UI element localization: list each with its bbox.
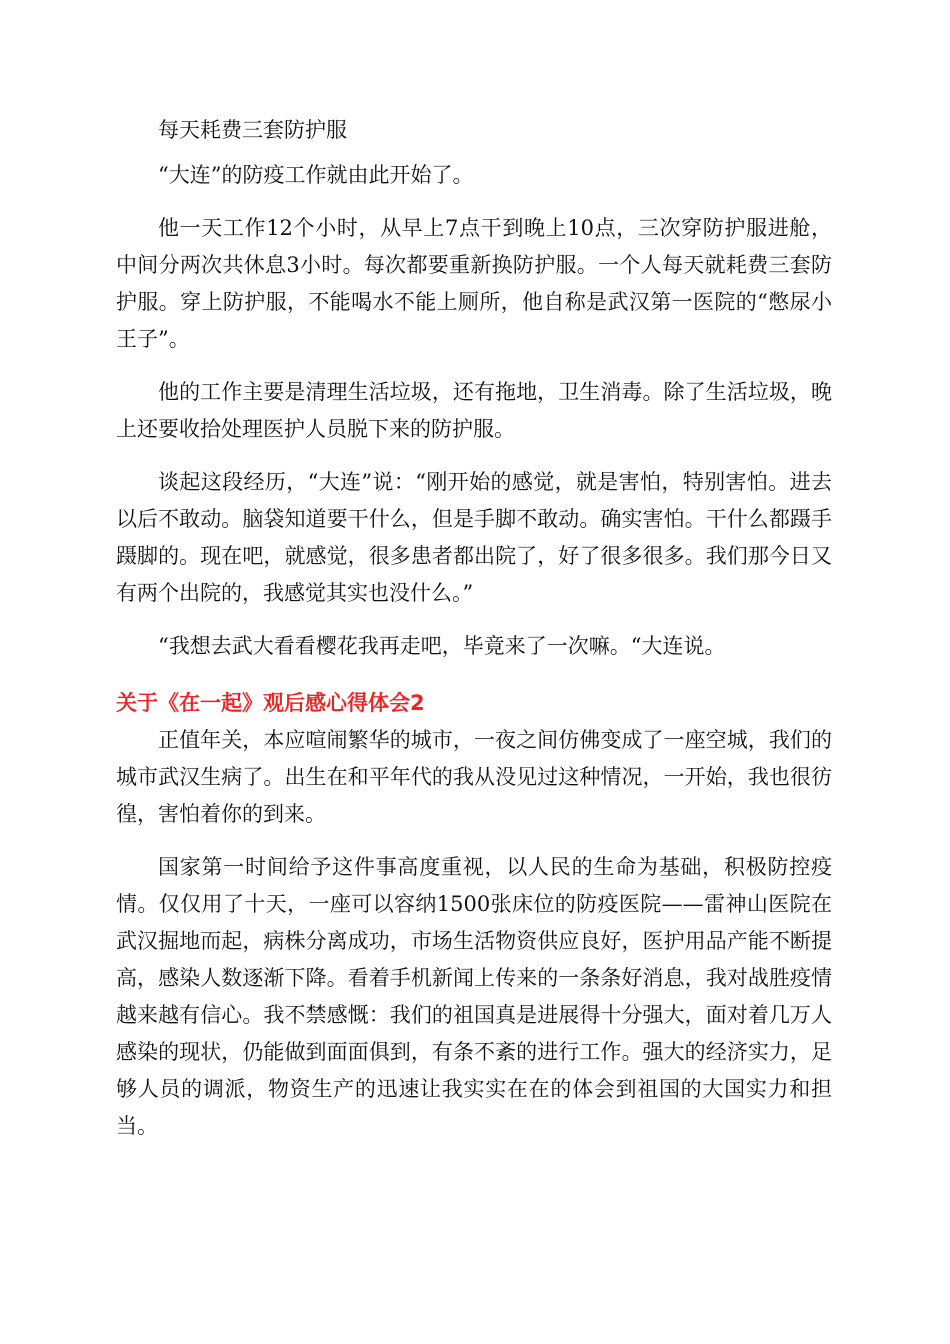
paragraph-subtitle-line: 每天耗费三套防护服 bbox=[158, 118, 347, 142]
section-heading: 关于《在一起》观后感心得体会2 bbox=[116, 691, 425, 715]
paragraph-experience-quote: 谈起这段经历，“大连”说：“刚开始的感觉，就是害怕，特别害怕。进去以后不敢动。脑袋知道要干什么，但是手脚不敢动。确实害怕。干什么都蹑手蹑脚的。现在吧，就感觉，很多患者都出院了，好了很多很多。我们那今日又有两个出院的，我感觉其实也没什么。” bbox=[116, 470, 832, 605]
paragraph-work-duties: 他的工作主要是清理生活垃圾，还有拖地，卫生消毒。除了生活垃圾，晚上还要收拾处理医护人员脱下来的防护服。 bbox=[116, 380, 832, 441]
document-body bbox=[116, 112, 832, 1145]
paragraph-national-response: 国家第一时间给予这件事高度重视，以人民的生命为基础，积极防控疫情。仅仅用了十天，一座可以容纳1500张床位的防疫医院——雷神山医院在武汉掘地而起，病株分离成功，市场生活物资供应良好，医护用品产能不断提高，感染人数逐渐下降。看着手机新闻上传来的一条条好消息，我对战胜疫情越来越有信心。我不禁感慨：我们的祖国真是进展得十分强大，面对着几万人感染的现状，仍能做到面面俱到，有条不紊的进行工作。强大的经济实力，足够人员的调派，物资生产的迅速让我实实在在的体会到祖国的大国实力和担当。 bbox=[116, 855, 832, 1138]
paragraph-city-sick: 正值年关，本应喧闹繁华的城市，一夜之间仿佛变成了一座空城，我们的城市武汉生病了。出生在和平年代的我从没见过这种情况，一开始，我也很彷徨，害怕着你的到来。 bbox=[116, 728, 832, 826]
paragraph-dalian-start: “大连”的防疫工作就由此开始了。 bbox=[158, 163, 474, 187]
paragraph-cherry-blossom-quote: “我想去武大看看樱花我再走吧，毕竟来了一次嘛。“大连说。 bbox=[158, 634, 726, 658]
paragraph-work-hours: 他一天工作12个小时，从早上7点干到晚上10点，三次穿防护服进舱，中间分两次共休息3小时。每次都要重新换防护服。一个人每天就耗费三套防护服。穿上防护服，不能喝水不能上厕所，他自称是武汉第一医院的“憋尿小王子”。 bbox=[116, 216, 832, 351]
